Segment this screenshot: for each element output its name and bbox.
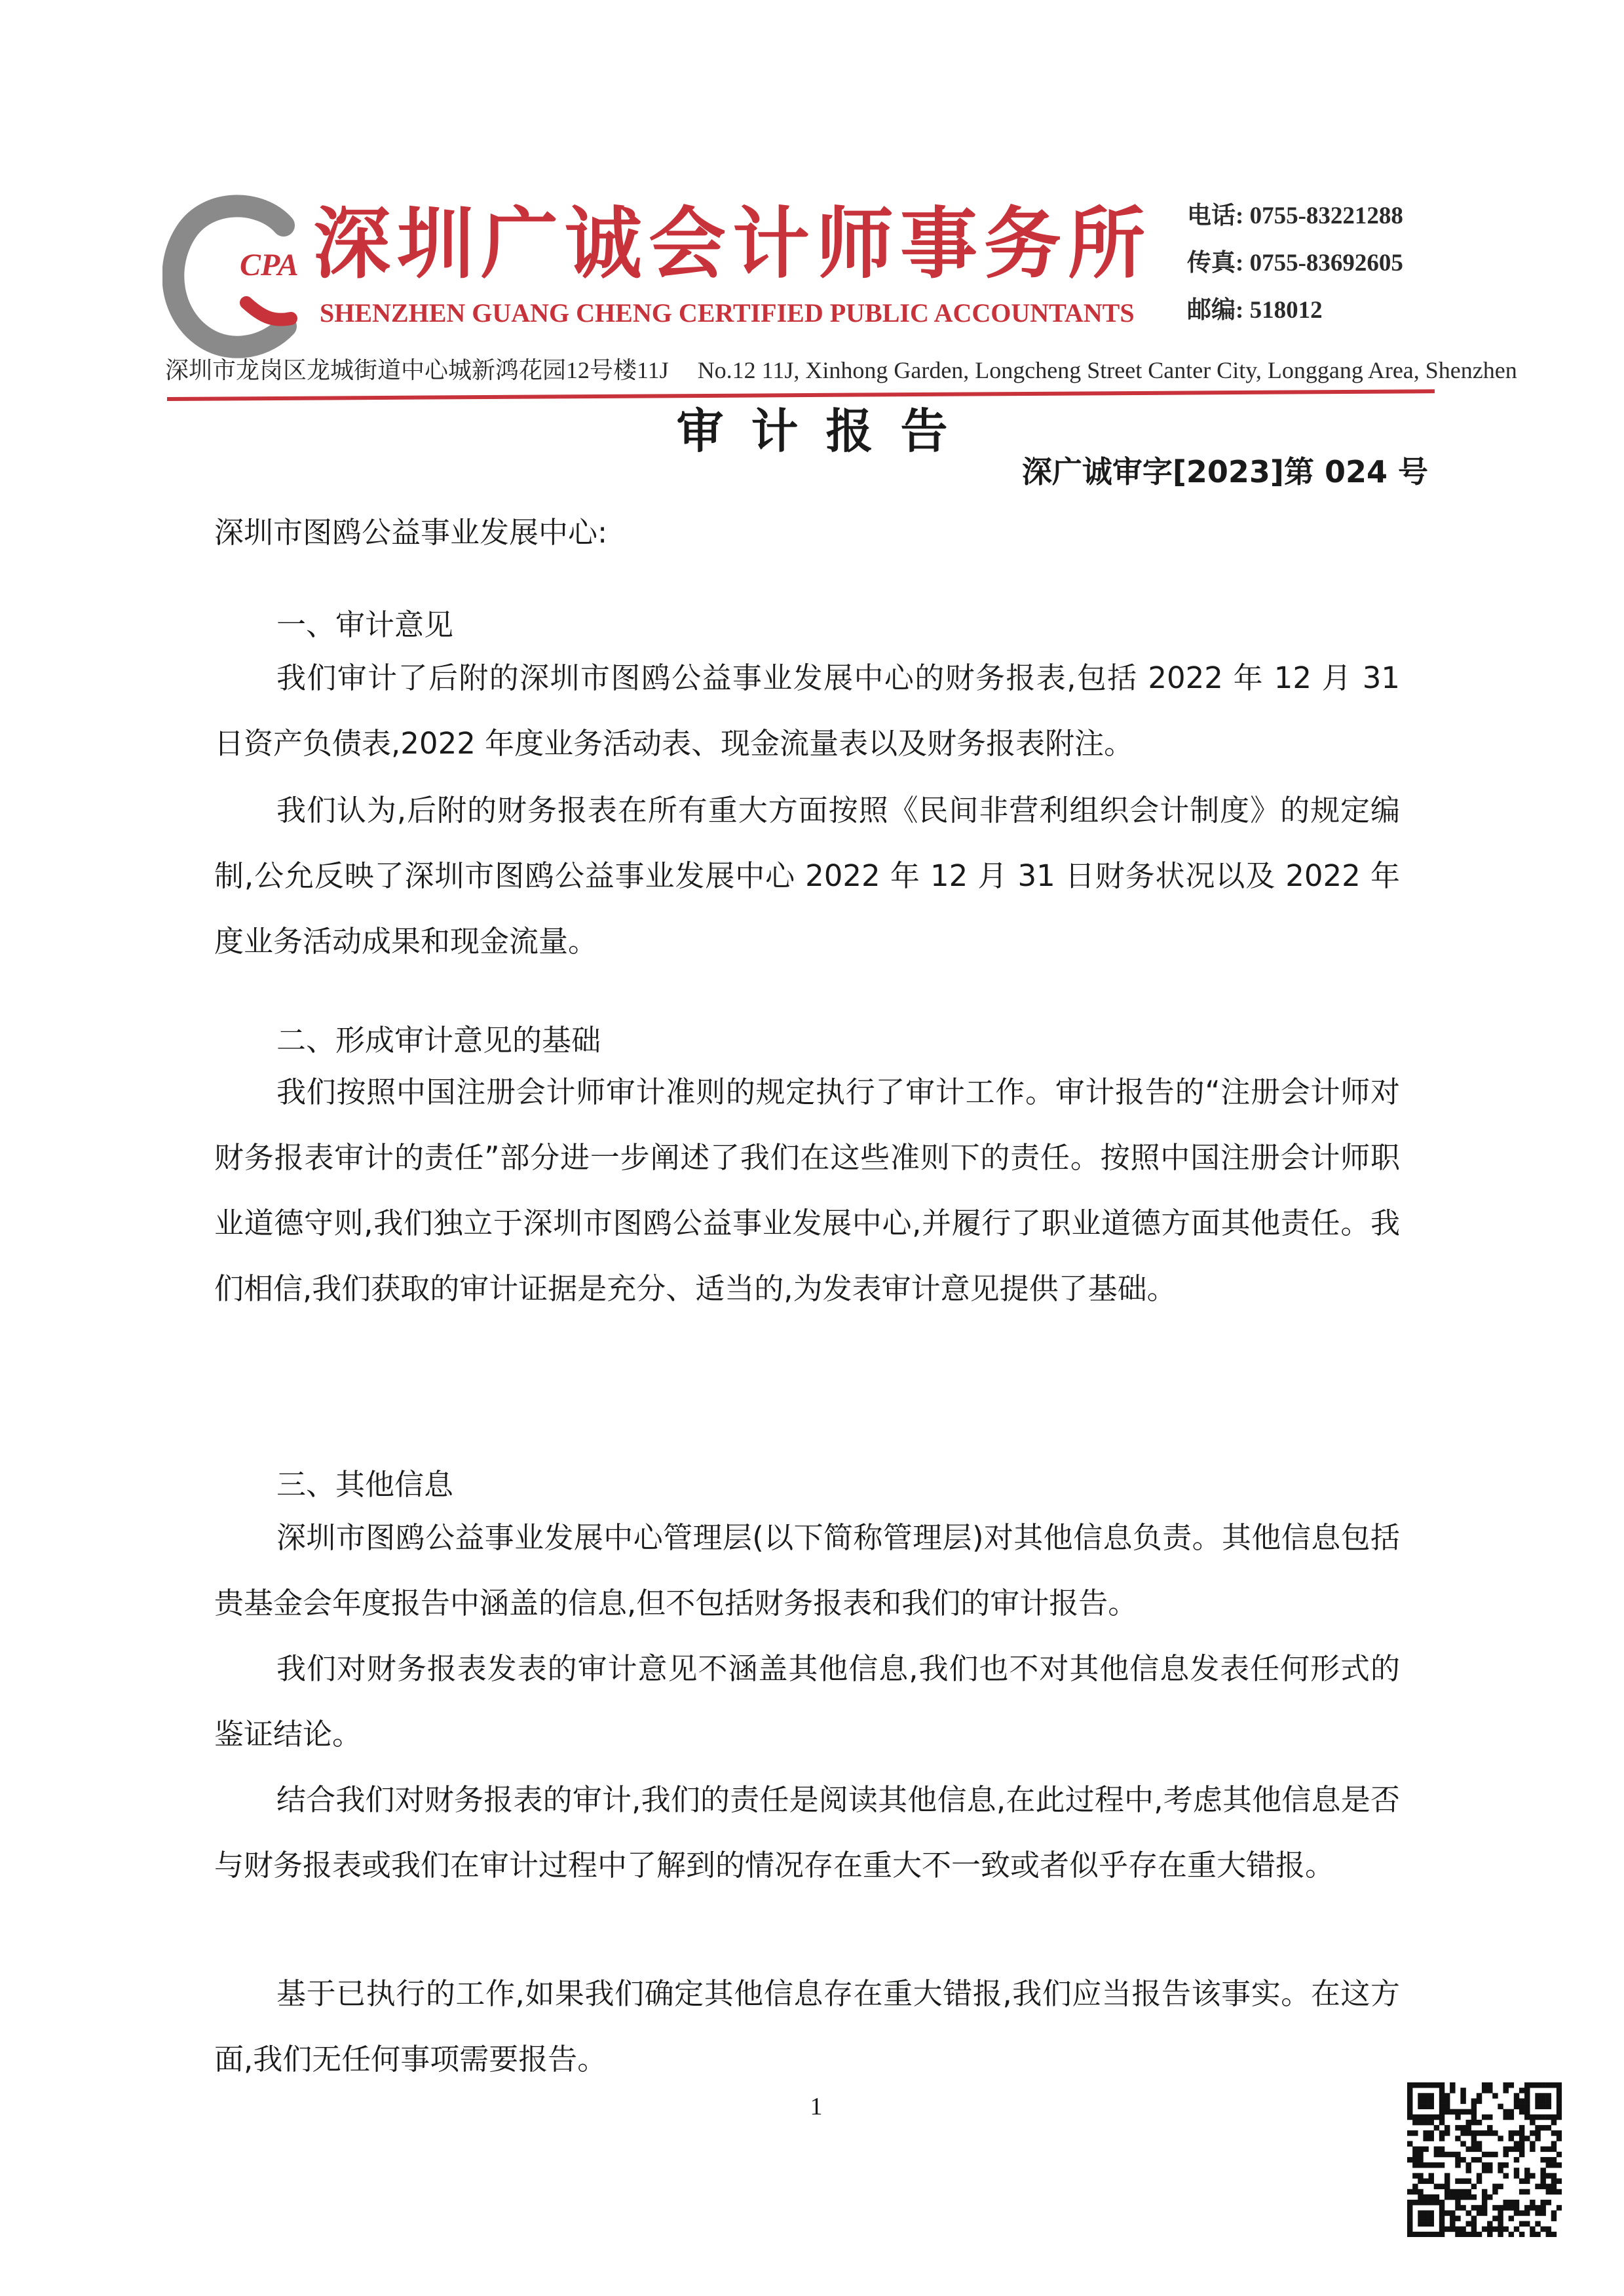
paragraph: 我们认为,后附的财务报表在所有重大方面按照《民间非营利组织会计制度》的规定编制,公允反映了深圳市图鸥公益事业发展中心 2022 年 12 月 31 日财务状况以及 2022 年度业务活动成果和现金流量。 xyxy=(214,793,1400,959)
address-english: No.12 11J, Xinhong Garden, Longcheng Street Canter City, Longgang Area, Shenzhen xyxy=(697,357,1517,383)
letterhead-divider xyxy=(167,389,1435,401)
paragraph: 我们审计了后附的深圳市图鸥公益事业发展中心的财务报表,包括 2022 年 12 月 31 日资产负债表,2022 年度业务活动表、现金流量表以及财务报表附注。 xyxy=(214,660,1400,761)
paragraph: 我们按照中国注册会计师审计准则的规定执行了审计工作。审计报告的“注册会计师对财务报表审计的责任”部分进一步阐述了我们在这些准则下的责任。按照中国注册会计师职业道德守则,我们独立于深圳市图鸥公益事业发展中心,并履行了职业道德方面其他责任。我们相信,我们获取的审计证据是充分、适当的,为发表审计意见提供了基础。 xyxy=(214,1075,1400,1306)
paragraph: 基于已执行的工作,如果我们确定其他信息存在重大错报,我们应当报告该事实。在这方面,我们无任何事项需要报告。 xyxy=(214,1976,1400,2076)
firm-address xyxy=(165,354,1517,387)
address-chinese: 深圳市龙岗区龙城街道中心城新鸿花园12号楼11J xyxy=(165,357,669,383)
paragraph: 结合我们对财务报表的审计,我们的责任是阅读其他信息,在此过程中,考虑其他信息是否与财务报表或我们在审计过程中了解到的情况存在重大不一致或者似乎存在重大错报。 xyxy=(214,1782,1400,1883)
firm-name-chinese: 深圳广诚会计师事务所 xyxy=(313,198,1152,289)
section-heading-audit-opinion: 一、审计意见 xyxy=(276,607,454,642)
section-heading-other-information: 三、其他信息 xyxy=(276,1467,454,1502)
firm-name-english: SHENZHEN GUANG CHENG CERTIFIED PUBLIC ACCOUNTANTS xyxy=(320,298,1135,328)
logo-text: CPA xyxy=(240,248,299,282)
firm-logo xyxy=(162,191,303,362)
addressee: 深圳市图鸥公益事业发展中心: xyxy=(214,515,608,550)
section-heading-basis-for-opinion: 二、形成审计意见的基础 xyxy=(276,1023,601,1058)
contact-phone: 电话: 0755-83221288 xyxy=(1187,202,1403,229)
qr-code-graphic xyxy=(1407,2082,1562,2237)
report-number: 深广诚审字[2023]第 024 号 xyxy=(1021,454,1428,489)
paragraph: 我们对财务报表发表的审计意见不涵盖其他信息,我们也不对其他信息发表任何形式的鉴证结论。 xyxy=(214,1651,1400,1751)
cpa-logo-icon xyxy=(162,191,303,362)
qr-code-icon xyxy=(1407,2082,1562,2237)
contact-postcode: 邮编: 518012 xyxy=(1187,297,1323,324)
page-number: 1 xyxy=(810,2093,823,2120)
contact-fax: 传真: 0755-83692605 xyxy=(1187,250,1403,277)
report-title: 审计报告 xyxy=(676,404,975,459)
paragraph: 深圳市图鸥公益事业发展中心管理层(以下简称管理层)对其他信息负责。其他信息包括贵基金会年度报告中涵盖的信息,但不包括财务报表和我们的审计报告。 xyxy=(214,1520,1400,1620)
